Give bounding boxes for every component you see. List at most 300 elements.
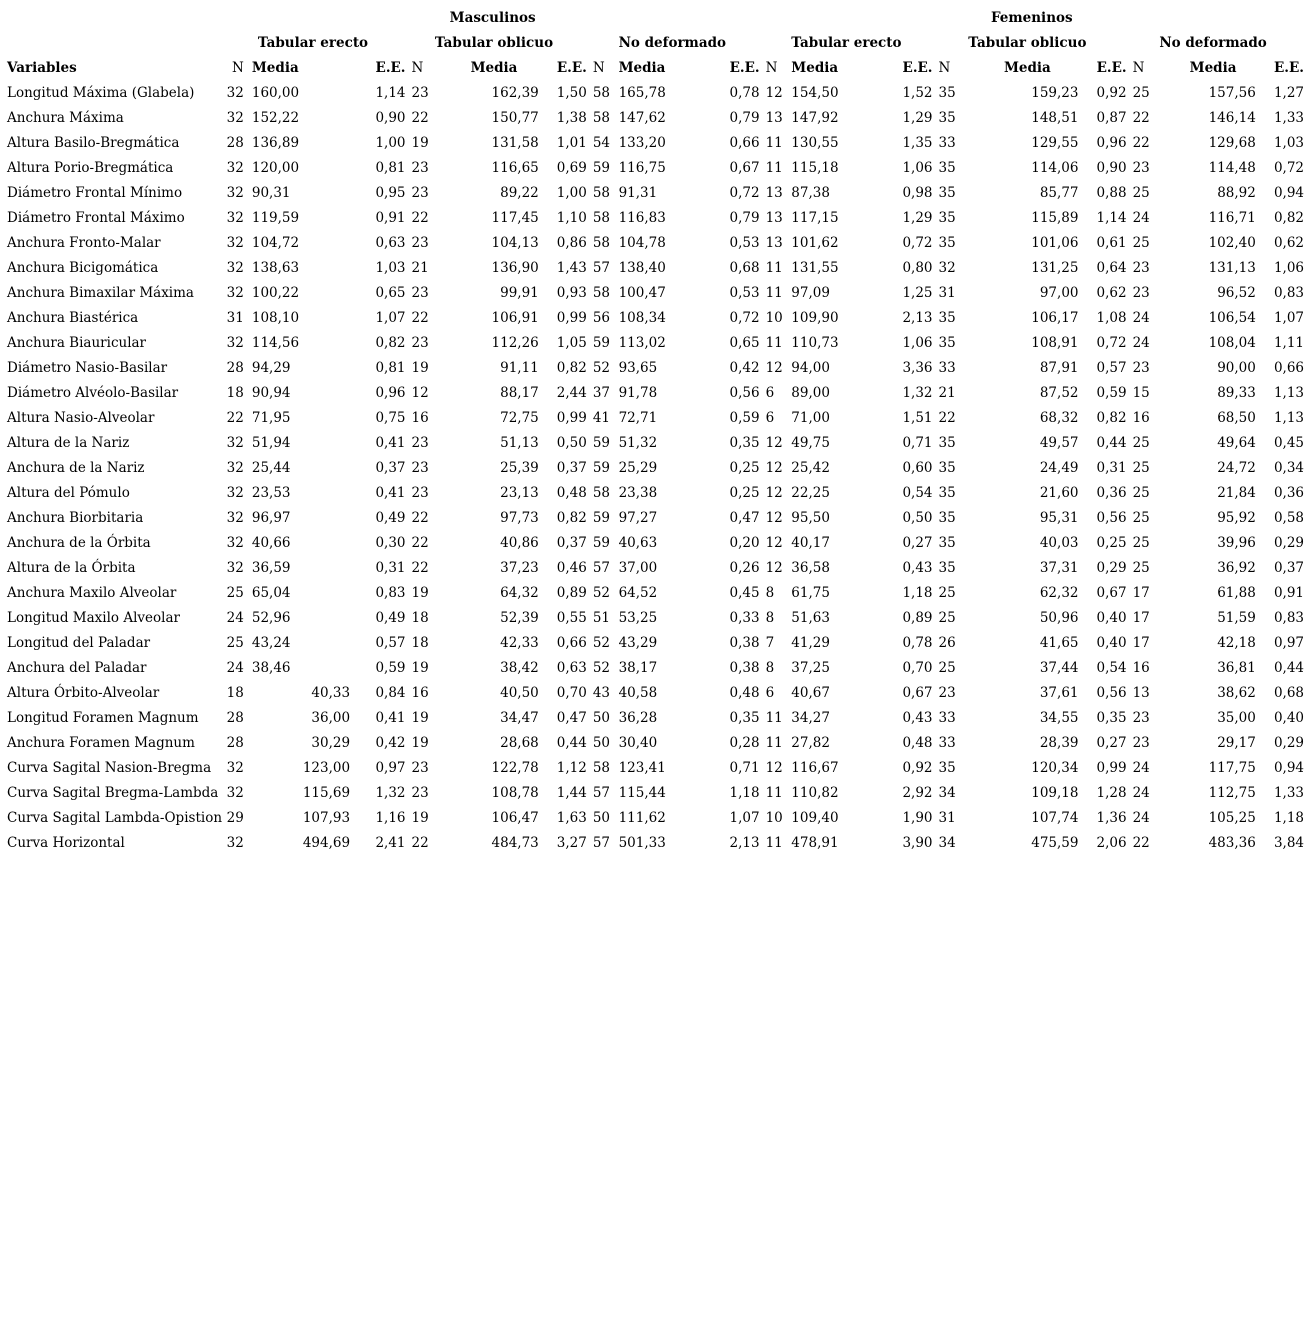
- cell-media: 147,92: [791, 109, 839, 126]
- cell-ee: 0,25: [1096, 534, 1127, 551]
- cell-ee: 0,40: [1096, 609, 1127, 626]
- cell-n: 32: [226, 334, 244, 351]
- cell-ee: 1,01: [556, 134, 587, 151]
- table-row: [7, 505, 1304, 530]
- cell-media: 50,96: [1039, 609, 1079, 626]
- cell-media: 100,47: [618, 284, 666, 301]
- cell-n: 12: [765, 359, 783, 376]
- cell-n: 12: [765, 84, 783, 101]
- table-row: [7, 405, 1304, 430]
- cell-n: 59: [592, 159, 611, 176]
- variable-name: Anchura Bimaxilar Máxima: [7, 284, 194, 301]
- cell-n: 17: [1132, 584, 1150, 601]
- cell-ee: 0,37: [375, 459, 406, 476]
- variable-name: Anchura Biauricular: [7, 334, 147, 351]
- cell-media: 104,72: [251, 234, 300, 251]
- cell-n: 31: [226, 309, 244, 326]
- cell-n: 28: [226, 709, 244, 726]
- cell-ee: 0,72: [729, 184, 760, 201]
- cell-media: 91,78: [618, 384, 658, 401]
- cell-media: 116,67: [791, 759, 839, 776]
- cell-ee: 2,41: [375, 834, 406, 851]
- cell-media: 104,13: [491, 234, 539, 251]
- cell-media: 71,00: [791, 409, 830, 426]
- cell-media: 40,58: [618, 684, 658, 701]
- cell-ee: 0,54: [902, 484, 933, 501]
- cell-n: 35: [938, 159, 956, 176]
- cell-ee: 0,27: [1096, 734, 1127, 751]
- variable-name: Curva Sagital Bregma-Lambda: [7, 784, 219, 801]
- table-row: [7, 280, 1304, 305]
- cell-media: 119,59: [251, 209, 300, 226]
- variable-name: Altura Porio-Bregmática: [7, 159, 174, 176]
- table-body: [7, 80, 1304, 855]
- cell-ee: 0,35: [729, 434, 760, 451]
- cell-n: 32: [226, 84, 244, 101]
- cell-media: 109,90: [791, 309, 839, 326]
- cell-ee: 0,71: [729, 759, 760, 776]
- cell-media: 40,67: [791, 684, 830, 701]
- cell-ee: 2,92: [902, 784, 933, 801]
- cell-media: 104,78: [618, 234, 666, 251]
- cell-n: 35: [938, 484, 956, 501]
- cell-media: 85,77: [1039, 184, 1079, 201]
- cell-n: 24: [1132, 209, 1150, 226]
- cell-ee: 0,75: [375, 409, 406, 426]
- variable-name: Anchura Biorbitaria: [7, 509, 144, 526]
- cell-media: 88,17: [500, 384, 539, 401]
- cell-n: 52: [592, 584, 611, 601]
- cell-ee: 0,98: [902, 184, 933, 201]
- cell-media: 37,44: [1039, 659, 1079, 676]
- cell-ee: 0,99: [556, 409, 587, 426]
- cell-n: 11: [765, 334, 783, 351]
- cell-ee: 0,79: [729, 209, 760, 226]
- header-ee: E.E.: [556, 59, 587, 76]
- cell-ee: 0,41: [375, 484, 406, 501]
- cell-n: 11: [765, 134, 783, 151]
- table-row: [7, 80, 1304, 105]
- table-row: [7, 255, 1304, 280]
- cell-n: 35: [938, 184, 956, 201]
- cell-ee: 0,43: [902, 709, 933, 726]
- cell-media: 108,91: [1031, 334, 1079, 351]
- cell-n: 23: [1132, 709, 1150, 726]
- cell-ee: 1,32: [375, 784, 406, 801]
- cell-media: 90,00: [1217, 359, 1256, 376]
- cell-ee: 0,48: [902, 734, 933, 751]
- cell-n: 35: [938, 234, 956, 251]
- cell-ee: 0,25: [729, 459, 760, 476]
- cell-n: 22: [411, 534, 429, 551]
- cell-ee: 0,66: [729, 134, 760, 151]
- cell-n: 23: [1132, 259, 1150, 276]
- cell-ee: 0,57: [1096, 359, 1127, 376]
- cell-ee: 0,78: [729, 84, 760, 101]
- header-f-tabular-oblicuo: Tabular oblicuo: [968, 34, 1087, 51]
- cell-ee: 1,07: [1273, 309, 1304, 326]
- cell-media: 36,59: [251, 559, 291, 576]
- cell-media: 53,25: [618, 609, 658, 626]
- cell-n: 25: [1132, 534, 1150, 551]
- cell-n: 25: [938, 609, 956, 626]
- cell-n: 32: [938, 259, 956, 276]
- cell-media: 152,22: [251, 109, 300, 126]
- cell-media: 160,00: [251, 84, 300, 101]
- cell-n: 33: [938, 359, 956, 376]
- cell-n: 25: [226, 634, 244, 651]
- cell-ee: 0,81: [375, 159, 406, 176]
- table-row: [7, 330, 1304, 355]
- header-f-no-deformado: No deformado: [1159, 34, 1267, 51]
- cell-media: 40,17: [791, 534, 830, 551]
- header-n: N: [232, 59, 244, 76]
- cell-ee: 0,42: [375, 734, 406, 751]
- cell-ee: 0,97: [1273, 634, 1304, 651]
- cell-n: 11: [765, 259, 783, 276]
- cell-n: 22: [411, 509, 429, 526]
- header-m-tabular-oblicuo: Tabular oblicuo: [434, 34, 554, 51]
- cell-n: 12: [765, 459, 783, 476]
- cell-n: 12: [765, 759, 783, 776]
- cell-n: 25: [1132, 84, 1150, 101]
- cell-n: 10: [765, 809, 783, 826]
- table-row: [7, 480, 1304, 505]
- cell-n: 16: [411, 409, 429, 426]
- cell-ee: 1,36: [1096, 809, 1127, 826]
- variable-name: Altura de la Nariz: [7, 434, 130, 451]
- cell-ee: 3,36: [902, 359, 933, 376]
- cell-media: 93,65: [618, 359, 658, 376]
- cell-ee: 0,64: [1096, 259, 1127, 276]
- cell-media: 109,18: [1031, 784, 1079, 801]
- cell-media: 120,34: [1031, 759, 1079, 776]
- cell-media: 52,39: [500, 609, 539, 626]
- cell-n: 32: [226, 184, 244, 201]
- cell-n: 18: [411, 609, 429, 626]
- cell-ee: 1,07: [729, 809, 760, 826]
- cell-media: 28,39: [1039, 734, 1079, 751]
- cell-ee: 0,40: [1096, 634, 1127, 651]
- cell-ee: 0,37: [556, 534, 587, 551]
- cell-media: 34,47: [500, 709, 539, 726]
- cell-media: 133,20: [618, 134, 666, 151]
- cell-n: 6: [765, 684, 775, 701]
- cell-media: 52,96: [251, 609, 291, 626]
- cell-n: 58: [592, 84, 611, 101]
- cell-n: 11: [765, 159, 783, 176]
- cell-media: 123,41: [618, 759, 666, 776]
- cell-n: 52: [592, 359, 611, 376]
- cell-media: 37,25: [791, 659, 830, 676]
- header-media: Media: [251, 59, 299, 76]
- cell-ee: 0,94: [1273, 759, 1304, 776]
- header-media: Media: [1189, 59, 1237, 76]
- cell-ee: 0,41: [375, 434, 406, 451]
- cell-ee: 0,67: [729, 159, 760, 176]
- cell-ee: 3,90: [902, 834, 933, 851]
- cell-media: 29,17: [1217, 734, 1256, 751]
- table-row: [7, 355, 1304, 380]
- cell-media: 37,31: [1039, 559, 1079, 576]
- cell-n: 33: [938, 709, 956, 726]
- cell-media: 131,25: [1031, 259, 1079, 276]
- cell-n: 35: [938, 334, 956, 351]
- cell-n: 52: [592, 659, 611, 676]
- variable-name: Altura del Pómulo: [7, 484, 130, 501]
- cell-ee: 1,44: [556, 784, 587, 801]
- cell-n: 6: [765, 409, 775, 426]
- cell-media: 106,54: [1208, 309, 1256, 326]
- cell-media: 109,40: [791, 809, 839, 826]
- cell-media: 136,90: [491, 259, 539, 276]
- header-ee: E.E.: [1096, 59, 1127, 76]
- cell-ee: 0,70: [556, 684, 587, 701]
- cell-media: 122,78: [491, 759, 539, 776]
- cell-ee: 1,50: [556, 84, 587, 101]
- cell-n: 8: [765, 609, 775, 626]
- variable-name: Diámetro Frontal Máximo: [7, 209, 185, 226]
- cell-media: 25,39: [500, 459, 539, 476]
- cell-media: 62,32: [1039, 584, 1079, 601]
- header-n: N: [592, 59, 605, 76]
- cell-media: 23,38: [618, 484, 658, 501]
- table-row: [7, 655, 1304, 680]
- cell-ee: 0,37: [556, 459, 587, 476]
- cell-n: 22: [226, 409, 244, 426]
- cell-n: 24: [226, 609, 244, 626]
- cell-ee: 0,63: [556, 659, 587, 676]
- cell-n: 11: [765, 734, 783, 751]
- cell-media: 117,15: [791, 209, 839, 226]
- header-ee: E.E.: [729, 59, 760, 76]
- header-femeninos: Femeninos: [990, 9, 1073, 26]
- cell-n: 13: [765, 209, 783, 226]
- variable-name: Anchura Máxima: [7, 109, 124, 126]
- cell-ee: 0,53: [729, 284, 760, 301]
- cell-ee: 0,89: [902, 609, 933, 626]
- cell-n: 12: [765, 559, 783, 576]
- cell-n: 12: [765, 534, 783, 551]
- cell-media: 36,81: [1217, 659, 1256, 676]
- cell-n: 32: [226, 834, 244, 851]
- variable-name: Longitud Máxima (Glabela): [7, 84, 195, 101]
- variable-name: Diámetro Alvéolo-Basilar: [7, 384, 179, 401]
- cell-ee: 0,68: [729, 259, 760, 276]
- cell-ee: 0,55: [556, 609, 587, 626]
- cell-n: 22: [411, 109, 429, 126]
- cell-media: 112,26: [491, 334, 539, 351]
- cell-ee: 0,50: [902, 509, 933, 526]
- cell-media: 40,03: [1039, 534, 1079, 551]
- header-media: Media: [1003, 59, 1051, 76]
- cell-media: 91,31: [618, 184, 658, 201]
- cell-n: 35: [938, 559, 956, 576]
- cell-ee: 0,86: [556, 234, 587, 251]
- cell-media: 123,00: [302, 759, 351, 776]
- cell-media: 51,63: [791, 609, 830, 626]
- table-row: [7, 755, 1304, 780]
- cell-media: 150,77: [491, 109, 539, 126]
- header-row-sex: [7, 5, 1304, 30]
- cell-media: 64,32: [500, 584, 539, 601]
- cell-media: 71,95: [251, 409, 291, 426]
- cell-media: 154,50: [791, 84, 839, 101]
- header-m-no-deformado: No deformado: [618, 34, 727, 51]
- cell-ee: 0,40: [1273, 709, 1304, 726]
- variable-name: Altura Basilo-Bregmática: [7, 134, 180, 151]
- variable-name: Altura Órbito-Alveolar: [7, 684, 160, 701]
- cell-ee: 0,72: [729, 309, 760, 326]
- cell-n: 32: [226, 284, 244, 301]
- cell-media: 165,78: [618, 84, 666, 101]
- cell-media: 131,58: [491, 134, 539, 151]
- cell-media: 97,27: [618, 509, 658, 526]
- cell-ee: 1,06: [1273, 259, 1304, 276]
- cell-media: 34,27: [791, 709, 830, 726]
- cell-media: 27,82: [791, 734, 830, 751]
- cell-n: 25: [938, 659, 956, 676]
- cell-media: 99,91: [500, 284, 539, 301]
- cell-n: 23: [411, 234, 429, 251]
- cell-ee: 0,90: [375, 109, 406, 126]
- cell-n: 32: [226, 434, 244, 451]
- cell-n: 13: [765, 234, 783, 251]
- cell-ee: 0,34: [1273, 459, 1304, 476]
- cell-n: 41: [592, 409, 611, 426]
- cell-n: 23: [411, 784, 429, 801]
- cell-media: 41,65: [1039, 634, 1079, 651]
- cell-ee: 0,66: [556, 634, 587, 651]
- cell-media: 105,25: [1208, 809, 1256, 826]
- cell-ee: 0,59: [729, 409, 760, 426]
- cell-n: 23: [411, 334, 429, 351]
- cell-n: 52: [592, 634, 611, 651]
- cell-ee: 0,89: [556, 584, 587, 601]
- cell-media: 110,82: [791, 784, 839, 801]
- cell-n: 28: [226, 359, 244, 376]
- cell-ee: 1,29: [902, 209, 933, 226]
- cell-n: 32: [226, 234, 244, 251]
- cell-ee: 0,83: [1273, 284, 1304, 301]
- cell-ee: 1,10: [556, 209, 587, 226]
- cell-n: 59: [592, 334, 611, 351]
- cell-ee: 0,50: [556, 434, 587, 451]
- cell-media: 97,73: [500, 509, 539, 526]
- cell-n: 58: [592, 759, 611, 776]
- cell-n: 34: [938, 834, 956, 851]
- cell-ee: 0,69: [556, 159, 587, 176]
- variable-name: Anchura Bicigomática: [7, 259, 159, 276]
- cell-n: 21: [411, 259, 429, 276]
- cell-n: 11: [765, 834, 783, 851]
- cell-ee: 1,52: [902, 84, 933, 101]
- cell-media: 108,10: [251, 309, 300, 326]
- cell-ee: 0,26: [729, 559, 760, 576]
- cell-ee: 0,82: [556, 359, 587, 376]
- cell-ee: 1,14: [375, 84, 406, 101]
- cell-ee: 0,91: [1273, 584, 1304, 601]
- cell-ee: 0,80: [902, 259, 933, 276]
- cell-ee: 0,62: [1096, 284, 1127, 301]
- cell-ee: 0,59: [375, 659, 406, 676]
- cell-n: 43: [592, 684, 611, 701]
- cell-ee: 0,99: [556, 309, 587, 326]
- cell-n: 23: [1132, 359, 1150, 376]
- cell-media: 23,53: [251, 484, 291, 501]
- cell-ee: 0,94: [1273, 184, 1304, 201]
- header-row-groups: [7, 30, 1304, 55]
- cell-ee: 1,43: [556, 259, 587, 276]
- cell-media: 72,75: [500, 409, 539, 426]
- cell-ee: 0,88: [1096, 184, 1127, 201]
- cell-n: 12: [765, 484, 783, 501]
- table-row: [7, 555, 1304, 580]
- cell-media: 111,62: [618, 809, 666, 826]
- cell-media: 108,34: [618, 309, 666, 326]
- cell-media: 116,65: [491, 159, 539, 176]
- cell-n: 32: [226, 209, 244, 226]
- cell-n: 18: [226, 384, 244, 401]
- cell-ee: 0,45: [729, 584, 760, 601]
- cell-ee: 0,95: [375, 184, 406, 201]
- cell-ee: 0,49: [375, 509, 406, 526]
- cell-media: 43,24: [251, 634, 291, 651]
- cell-media: 21,84: [1217, 484, 1256, 501]
- cell-media: 97,00: [1039, 284, 1079, 301]
- variable-name: Diámetro Nasio-Basilar: [7, 359, 168, 376]
- cell-media: 115,89: [1031, 209, 1079, 226]
- cell-n: 12: [765, 509, 783, 526]
- cell-media: 96,97: [251, 509, 291, 526]
- cell-ee: 0,92: [902, 759, 933, 776]
- cell-n: 8: [765, 584, 775, 601]
- cell-n: 23: [411, 284, 429, 301]
- cell-ee: 1,25: [902, 284, 933, 301]
- cell-ee: 0,28: [729, 734, 760, 751]
- cell-ee: 0,46: [556, 559, 587, 576]
- cell-n: 23: [411, 159, 429, 176]
- cell-n: 50: [592, 734, 611, 751]
- cell-media: 475,59: [1031, 834, 1079, 851]
- variable-name: Curva Sagital Lambda-Opistion: [7, 809, 223, 826]
- cell-media: 34,55: [1039, 709, 1079, 726]
- cell-n: 32: [226, 159, 244, 176]
- table-row: [7, 380, 1304, 405]
- cell-ee: 0,47: [729, 509, 760, 526]
- cell-media: 102,40: [1208, 234, 1256, 251]
- table-row: [7, 155, 1304, 180]
- cell-n: 35: [938, 84, 956, 101]
- cell-ee: 0,96: [375, 384, 406, 401]
- cell-media: 51,32: [618, 434, 658, 451]
- cell-ee: 0,61: [1096, 234, 1127, 251]
- cell-ee: 0,91: [375, 209, 406, 226]
- cell-media: 87,52: [1039, 384, 1079, 401]
- variable-name: Anchura Maxilo Alveolar: [7, 584, 177, 601]
- cell-media: 87,91: [1039, 359, 1079, 376]
- cell-n: 35: [938, 109, 956, 126]
- cell-media: 157,56: [1208, 84, 1256, 101]
- cell-media: 30,40: [618, 734, 658, 751]
- table-container: [7, 5, 1304, 855]
- table-row: [7, 130, 1304, 155]
- cell-ee: 0,67: [902, 684, 933, 701]
- cell-media: 116,75: [618, 159, 666, 176]
- cell-ee: 0,90: [1096, 159, 1127, 176]
- cell-media: 24,49: [1039, 459, 1079, 476]
- cell-n: 23: [411, 84, 429, 101]
